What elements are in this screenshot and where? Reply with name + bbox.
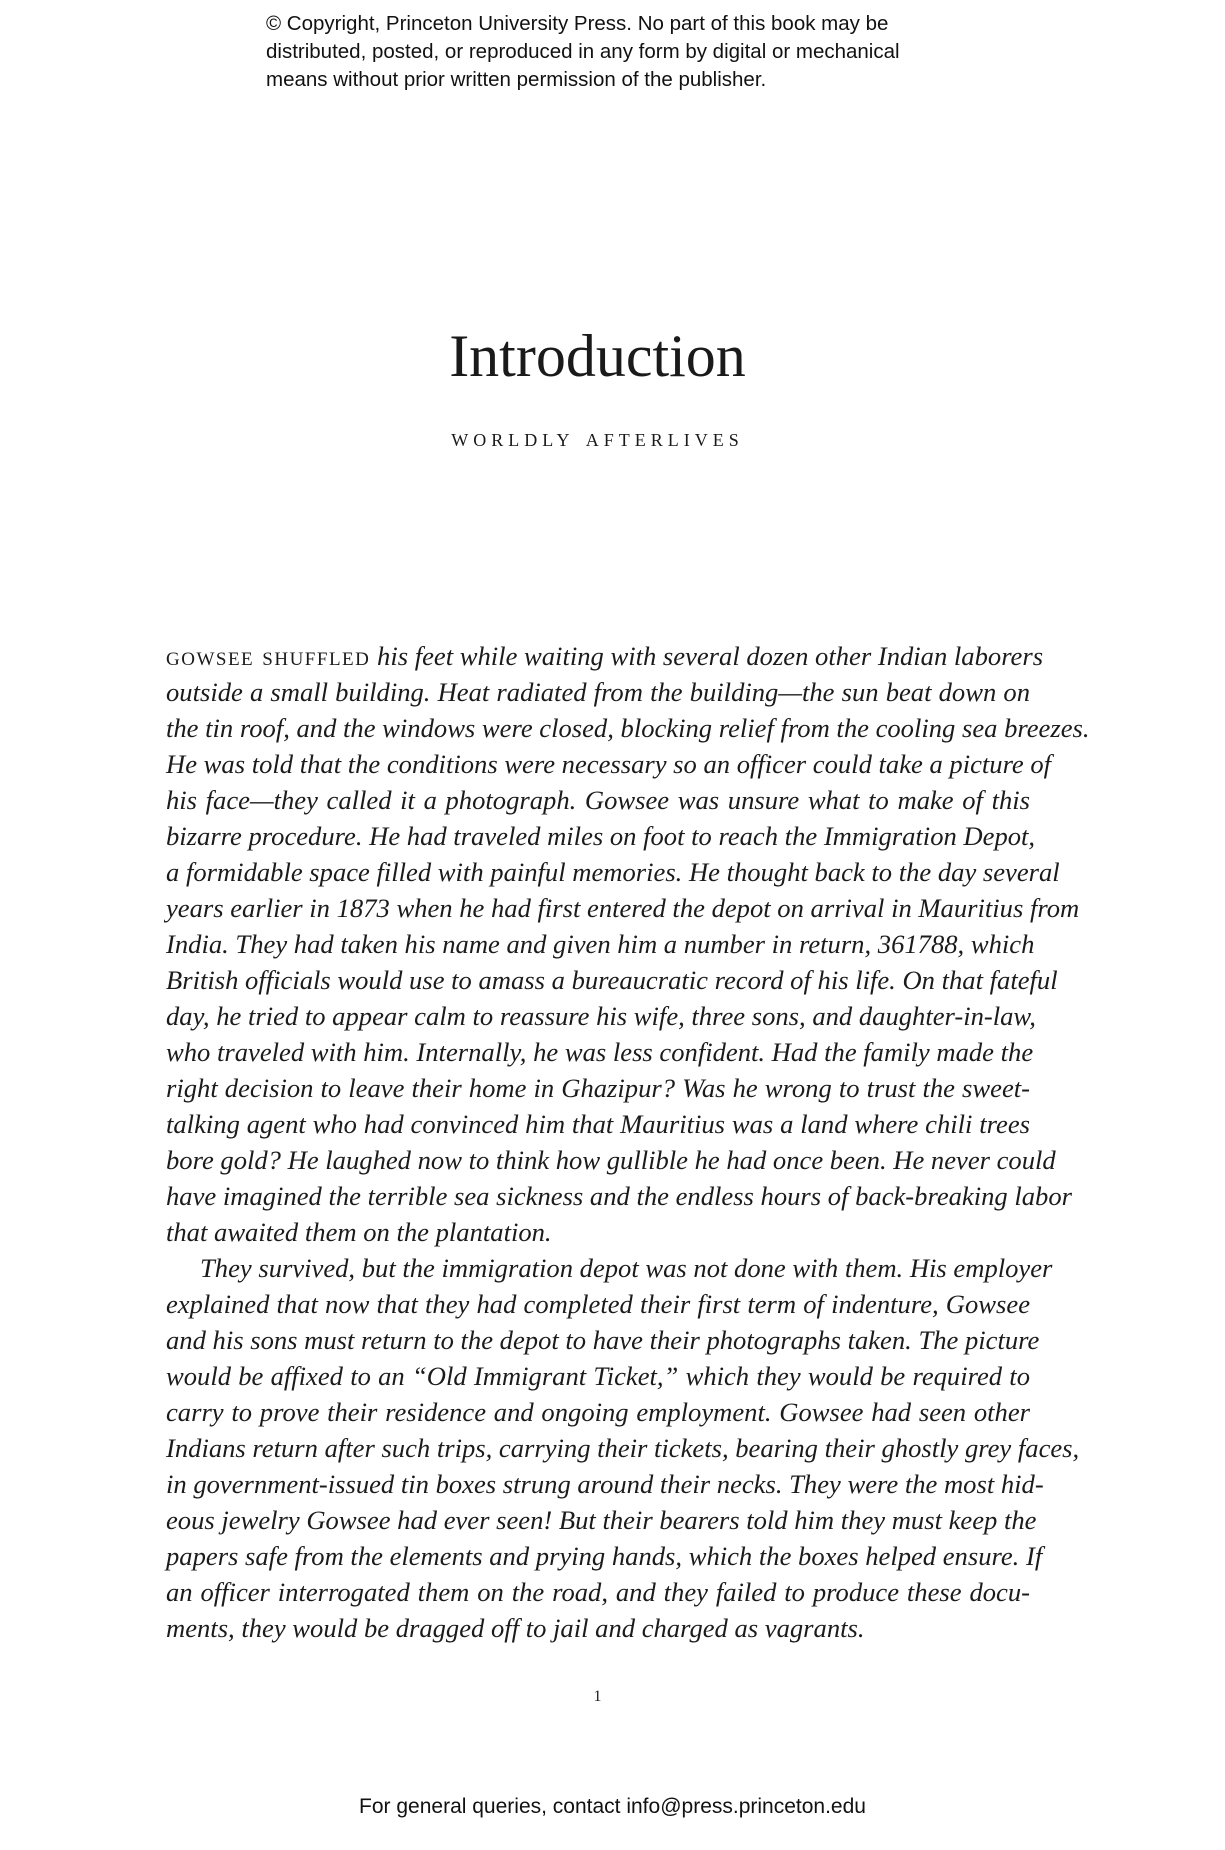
footer-contact: For general queries, contact info@press.princeton.edu (359, 1795, 866, 1818)
chapter-subtitle: worldly afterlives (451, 425, 744, 452)
copyright-line: means without prior written permission of the publisher. (266, 68, 767, 91)
text-line: ments, they would be dragged off to jail and charged as vagrants. (166, 1613, 865, 1643)
text-line: outside a small building. Heat radiated from the building—the sun beat down on (166, 677, 1030, 707)
text-line: who traveled with him. Internally, he was less confident. Had the family made the (166, 1037, 1034, 1067)
text-line: gowsee shuffled his feet while waiting with several dozen other Indian laborers (166, 641, 1044, 671)
text-line: in government-issued tin boxes strung around their necks. They were the most hid- (166, 1469, 1044, 1499)
text-line: bizarre procedure. He had traveled miles on foot to reach the Immigration Depot, (166, 821, 1036, 851)
text-line: British officials would use to amass a bureaucratic record of his life. On that fateful (166, 965, 1058, 995)
text-line: a formidable space filled with painful memories. He thought back to the day several (166, 857, 1060, 887)
copyright-line: © Copyright, Princeton University Press. No part of this book may be (266, 12, 889, 35)
text-line: eous jewelry Gowsee had ever seen! But their bearers told him they must keep the (166, 1505, 1037, 1535)
chapter-title: Introduction (449, 323, 746, 389)
page-number: 1 (593, 1688, 602, 1705)
copyright-line: distributed, posted, or reproduced in any form by digital or mechanical (266, 40, 900, 63)
text-line: He was told that the conditions were necessary so an officer could take a picture of (166, 749, 1052, 779)
text-line: Indians return after such trips, carrying their tickets, bearing their ghostly grey faces, (166, 1433, 1080, 1463)
lead-in: gowsee shuffled (166, 641, 371, 671)
text-line: carry to prove their residence and ongoing employment. Gowsee had seen other (166, 1397, 1030, 1427)
text-line: his face—they called it a photograph. Gowsee was unsure what to make of this (166, 785, 1030, 815)
text-line: years earlier in 1873 when he had first entered the depot on arrival in Mauritius from (166, 893, 1080, 923)
text-line: India. They had taken his name and given him a number in return, 361788, which (166, 929, 1035, 959)
text-line: and his sons must return to the depot to have their photographs taken. The picture (166, 1325, 1040, 1355)
text-line: They survived, but the immigration depot was not done with them. His employer (200, 1253, 1053, 1283)
text-line: papers safe from the elements and prying hands, which the boxes helped ensure. If (166, 1541, 1043, 1571)
body-text (166, 638, 1090, 1646)
copyright-notice (266, 10, 1026, 94)
text-line: explained that now that they had completed their first term of indenture, Gowsee (166, 1289, 1030, 1319)
text-line: talking agent who had convinced him that Mauritius was a land where chili trees (166, 1109, 1030, 1139)
text-line: bore gold? He laughed now to think how gullible he had once been. He never could (166, 1145, 1056, 1175)
text-line: an officer interrogated them on the road, and they failed to produce these docu- (166, 1577, 1030, 1607)
text-line: day, he tried to appear calm to reassure his wife, three sons, and daughter-in-law, (166, 1001, 1036, 1031)
text-line: that awaited them on the plantation. (166, 1217, 552, 1247)
text-line: the tin roof, and the windows were closed, blocking relief from the cooling sea breezes. (166, 713, 1090, 743)
text-line: would be affixed to an “Old Immigrant Ticket,” which they would be required to (166, 1361, 1030, 1391)
text-line: have imagined the terrible sea sickness and the endless hours of back-breaking labor (166, 1181, 1072, 1211)
text-line: right decision to leave their home in Ghazipur? Was he wrong to trust the sweet- (166, 1073, 1030, 1103)
